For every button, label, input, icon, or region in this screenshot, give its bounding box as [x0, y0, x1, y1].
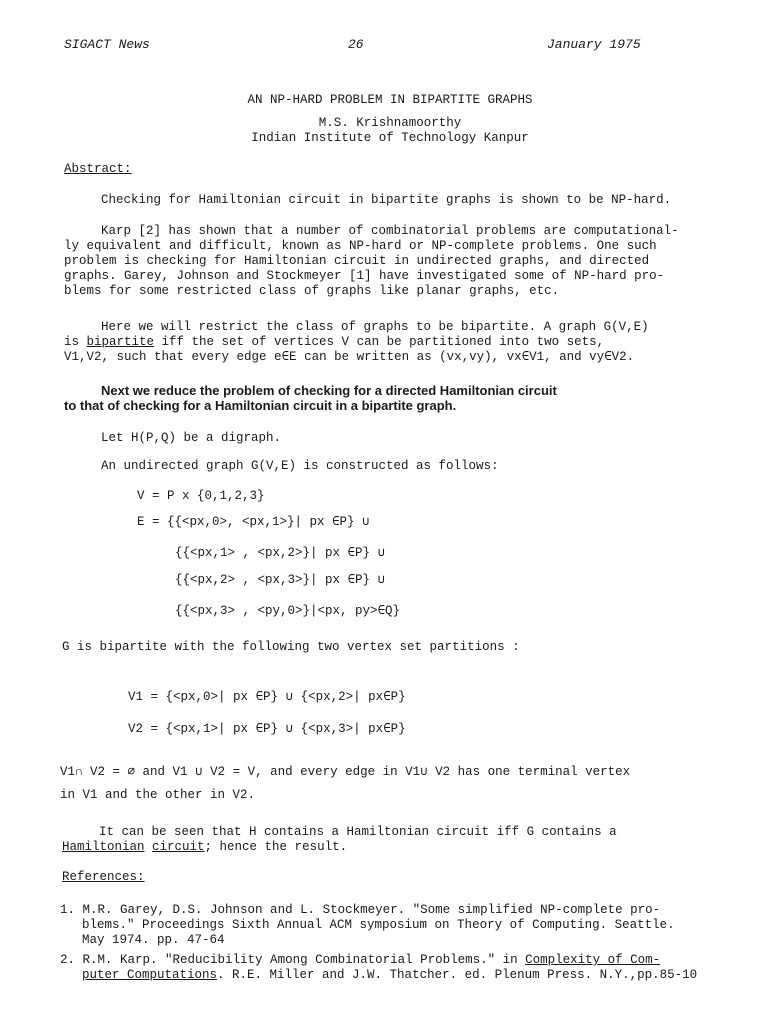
abstract-text: Checking for Hamiltonian circuit in bipartite graphs is shown to be NP-hard. [101, 193, 672, 207]
edge-property-line: V1∩ V2 = ∅ and V1 ∪ V2 = V, and every edge in V1∪ V2 has one terminal vertex [60, 765, 631, 779]
conclusion-suffix: ; hence the result. [204, 840, 348, 854]
edge-property-line: in V1 and the other in V2. [60, 788, 256, 802]
edge-set-line-2: {{<px,1> , <px,2>}| px ∈P} ∪ [175, 546, 386, 560]
edge-set-line-1: E = {{<px,0>, <px,1>}| px ∈P} ∪ [137, 515, 370, 529]
abstract-heading: Abstract: [64, 162, 132, 176]
reference-line [60, 903, 720, 918]
bipartite-line: Here we will restrict the class of graphs to be bipartite. A graph G(V,E) [101, 320, 649, 334]
page-number: 26 [348, 37, 364, 52]
intro-line: blems for some restricted class of graphs like planar graphs, etc. [64, 284, 560, 298]
construction-intro: An undirected graph G(V,E) is constructed as follows: [101, 459, 499, 473]
intro-paragraph [64, 224, 704, 299]
partition-statement: G is bipartite with the following two vertex set partitions : [62, 640, 520, 654]
edge-set-line-3: {{<px,2> , <px,3>}| px ∈P} ∪ [175, 573, 386, 587]
conclusion-paragraph [62, 825, 702, 855]
reference-line: blems." Proceedings Sixth Annual ACM symposium on Theory of Computing. Seattle. [82, 918, 675, 932]
reference-text: R.M. Karp. "Reducibility Among Combinatorial Problems." in [82, 953, 526, 967]
reduction-line: to that of checking for a Hamiltonian circuit in a bipartite graph. [64, 398, 457, 413]
reference-1 [60, 903, 720, 948]
edge-set-line-4: {{<px,3> , <py,0>}|<px, py>∈Q} [175, 604, 401, 618]
author-name: M.S. Krishnamoorthy [318, 116, 462, 130]
intro-line: Karp [2] has shown that a number of combinatorial problems are computational- [101, 224, 679, 238]
paper-title: AN NP-HARD PROBLEM IN BIPARTITE GRAPHS [247, 93, 533, 107]
conclusion-line: It can be seen that H contains a Hamiltonian circuit iff G contains a [99, 825, 617, 839]
reference-line [60, 968, 720, 983]
reduction-paragraph [64, 383, 704, 413]
conclusion-line [62, 840, 702, 855]
reference-line [60, 953, 720, 968]
bipartite-line-suffix: iff the set of vertices V can be partitioned into two sets, [154, 335, 605, 349]
intro-line: ly equivalent and difficult, known as NP-hard or NP-complete problems. One such [64, 239, 657, 253]
vertex-set-definition: V = P x {0,1,2,3} [137, 489, 265, 503]
book-title: Complexity of Com- [525, 953, 661, 967]
bipartite-line [64, 335, 704, 350]
reduction-line: Next we reduce the problem of checking for a directed Hamiltonian circuit [101, 383, 557, 398]
bipartite-definition-line: V1,V2, such that every edge e∈E can be written as (vx,vy), vx∈V1, and vy∈V2. [64, 350, 635, 364]
bipartite-term: bipartite [86, 335, 155, 349]
reference-line: May 1974. pp. 47-64 [82, 933, 225, 947]
partition-v2: V2 = {<px,1>| px ∈P} ∪ {<px,3>| px∈P} [128, 722, 406, 736]
circuit-term: circuit [152, 840, 205, 854]
digraph-line: Let H(P,Q) be a digraph. [101, 431, 282, 445]
bipartite-line-prefix: is [64, 335, 87, 349]
reference-number: 1. [60, 903, 76, 917]
running-header-journal: SIGACT News [64, 37, 150, 52]
reference-number: 2. [60, 953, 76, 967]
bipartite-paragraph [64, 320, 704, 365]
running-header-date: January 1975 [547, 37, 641, 52]
intro-line: graphs. Garey, Johnson and Stockmeyer [1] have investigated some of NP-hard pro- [64, 269, 665, 283]
reference-publisher: . R.E. Miller and J.W. Thatcher. ed. Plenum Press. N.Y.,pp.85-10 [217, 968, 698, 982]
reference-text: M.R. Garey, D.S. Johnson and L. Stockmeyer. "Some simplified NP-complete pro- [82, 903, 661, 917]
intro-line: problem is checking for Hamiltonian circuit in undirected graphs, and directed [64, 254, 650, 268]
author-affiliation: Indian Institute of Technology Kanpur [251, 131, 529, 145]
reference-2 [60, 953, 720, 983]
hamiltonian-term: Hamiltonian [62, 840, 145, 854]
partition-v1: V1 = {<px,0>| px ∈P} ∪ {<px,2>| px∈P} [128, 690, 406, 704]
book-title-cont: puter Computations [82, 968, 218, 982]
references-heading: References: [62, 870, 145, 884]
